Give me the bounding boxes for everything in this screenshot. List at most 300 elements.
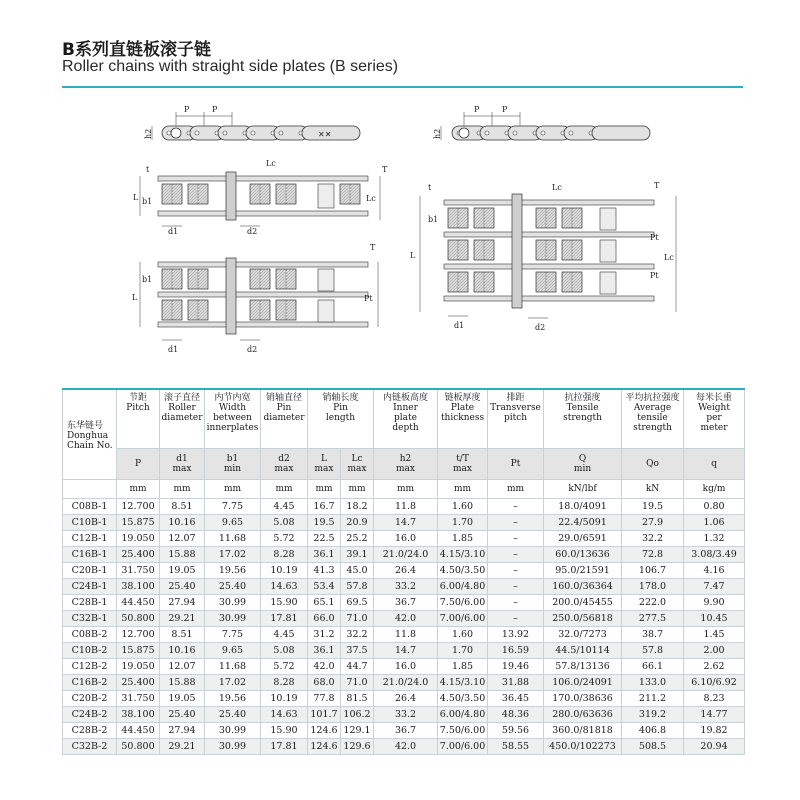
table-row bbox=[63, 691, 745, 707]
table-cell: 22.4/5091 bbox=[544, 515, 622, 531]
table-cell: 37.5 bbox=[341, 643, 374, 659]
label-pt: Pt bbox=[650, 271, 659, 280]
table-cell: 27.94 bbox=[160, 723, 205, 739]
table-cell: 57.8 bbox=[341, 579, 374, 595]
chain-no-cell: C10B-2 bbox=[63, 643, 117, 659]
table-cell: 21.0/24.0 bbox=[374, 547, 438, 563]
table-cell: 25.400 bbox=[117, 547, 160, 563]
table-cell: 25.40 bbox=[160, 707, 205, 723]
table-cell: 39.1 bbox=[341, 547, 374, 563]
table-cell: 1.45 bbox=[684, 627, 745, 643]
table-cell: 25.2 bbox=[341, 531, 374, 547]
table-cell: 27.94 bbox=[160, 595, 205, 611]
table-cell: – bbox=[488, 531, 544, 547]
table-cell: 124.6 bbox=[308, 723, 341, 739]
table-cell: 36.7 bbox=[374, 595, 438, 611]
table-cell: 124.6 bbox=[308, 739, 341, 755]
top-view-simplex bbox=[133, 159, 388, 236]
table-cell: 1.06 bbox=[684, 515, 745, 531]
table-cell: 36.1 bbox=[308, 643, 341, 659]
chain-no-cell: C28B-1 bbox=[63, 595, 117, 611]
header-tensile-strength: 抗拉强度 Tensile strength bbox=[544, 389, 622, 449]
chain-no-cell: C20B-1 bbox=[63, 563, 117, 579]
table-cell: 20.94 bbox=[684, 739, 745, 755]
label-t-upper: T bbox=[382, 165, 388, 174]
table-cell: 48.36 bbox=[488, 707, 544, 723]
table-cell: 222.0 bbox=[622, 595, 684, 611]
table-cell: – bbox=[488, 547, 544, 563]
table-row bbox=[63, 515, 745, 531]
table-cell: 106.0/24091 bbox=[544, 675, 622, 691]
table-cell: 32.2 bbox=[622, 531, 684, 547]
chain-no-cell: C28B-2 bbox=[63, 723, 117, 739]
table-cell: 19.05 bbox=[160, 563, 205, 579]
table-cell: 38.7 bbox=[622, 627, 684, 643]
side-view-multiplex bbox=[433, 105, 650, 140]
table-cell: 16.59 bbox=[488, 643, 544, 659]
table-cell: 44.7 bbox=[341, 659, 374, 675]
label-d1: d1 bbox=[454, 321, 465, 330]
table-cell: 11.8 bbox=[374, 627, 438, 643]
table-cell: 277.5 bbox=[622, 611, 684, 627]
table-cell: 170.0/38636 bbox=[544, 691, 622, 707]
table-cell: 15.875 bbox=[117, 515, 160, 531]
table-cell: 8.28 bbox=[261, 547, 308, 563]
table-cell: 450.0/102273 bbox=[544, 739, 622, 755]
symbol-d2: d2 max bbox=[261, 449, 308, 480]
unit-cell: mm bbox=[488, 480, 544, 499]
label-l: L bbox=[410, 251, 416, 260]
table-row bbox=[63, 595, 745, 611]
table-cell: – bbox=[488, 563, 544, 579]
table-row bbox=[63, 739, 745, 755]
table-cell: 7.50/6.00 bbox=[438, 595, 488, 611]
label-t: t bbox=[146, 165, 150, 174]
table-cell: 72.8 bbox=[622, 547, 684, 563]
label-b1: b1 bbox=[142, 197, 153, 206]
label-p: P bbox=[212, 105, 218, 114]
label-pt: Pt bbox=[650, 233, 659, 242]
table-cell: 20.9 bbox=[341, 515, 374, 531]
label-p: P bbox=[502, 105, 508, 114]
table-cell: 30.99 bbox=[205, 595, 261, 611]
table-cell: 6.00/4.80 bbox=[438, 579, 488, 595]
label-t: t bbox=[428, 183, 432, 192]
table-cell: 10.19 bbox=[261, 691, 308, 707]
table-cell: 21.0/24.0 bbox=[374, 675, 438, 691]
table-cell: 17.02 bbox=[205, 547, 261, 563]
table-cell: 25.40 bbox=[205, 579, 261, 595]
table-cell: 16.0 bbox=[374, 659, 438, 675]
table-cell: 27.9 bbox=[622, 515, 684, 531]
header-label-row bbox=[63, 389, 745, 449]
table-cell: 101.7 bbox=[308, 707, 341, 723]
table-cell: 10.16 bbox=[160, 515, 205, 531]
table-cell: 2.00 bbox=[684, 643, 745, 659]
table-cell: 19.46 bbox=[488, 659, 544, 675]
table-cell: 42.0 bbox=[308, 659, 341, 675]
label-p: P bbox=[474, 105, 480, 114]
table-cell: 14.77 bbox=[684, 707, 745, 723]
symbol-h2: h2 max bbox=[374, 449, 438, 480]
table-cell: 11.8 bbox=[374, 499, 438, 515]
chain-no-cell: C12B-1 bbox=[63, 531, 117, 547]
table-cell: 41.3 bbox=[308, 563, 341, 579]
label-lc: Lc bbox=[366, 194, 376, 203]
header-pitch: 节距 Pitch bbox=[117, 389, 160, 449]
table-cell: 19.050 bbox=[117, 659, 160, 675]
label-lc: Lc bbox=[552, 183, 562, 192]
table-cell: 7.75 bbox=[205, 627, 261, 643]
chain-no-cell: C24B-2 bbox=[63, 707, 117, 723]
chain-no-cell: C10B-1 bbox=[63, 515, 117, 531]
table-cell: 36.45 bbox=[488, 691, 544, 707]
chain-no-cell: C32B-2 bbox=[63, 739, 117, 755]
table-cell: 16.7 bbox=[308, 499, 341, 515]
table-cell: 95.0/21591 bbox=[544, 563, 622, 579]
table-cell: 200.0/45455 bbox=[544, 595, 622, 611]
table-cell: 26.4 bbox=[374, 691, 438, 707]
page-title-en: Roller chains with straight side plates (B series) bbox=[62, 58, 399, 75]
table-row bbox=[63, 611, 745, 627]
table-cell: 25.400 bbox=[117, 675, 160, 691]
table-cell: 17.81 bbox=[261, 739, 308, 755]
table-row bbox=[63, 643, 745, 659]
table-row bbox=[63, 579, 745, 595]
table-cell: 44.450 bbox=[117, 595, 160, 611]
table-cell: 14.7 bbox=[374, 643, 438, 659]
label-h2: h2 bbox=[144, 128, 153, 139]
table-cell: 18.2 bbox=[341, 499, 374, 515]
table-cell: 1.60 bbox=[438, 499, 488, 515]
table-cell: 45.0 bbox=[341, 563, 374, 579]
table-cell: 5.08 bbox=[261, 643, 308, 659]
top-view-triplex bbox=[410, 181, 676, 332]
label-l: L bbox=[132, 293, 138, 302]
table-cell: 8.28 bbox=[261, 675, 308, 691]
table-cell: 19.05 bbox=[160, 691, 205, 707]
unit-cell: mm bbox=[308, 480, 341, 499]
table-cell: 4.15/3.10 bbox=[438, 675, 488, 691]
table-cell: 14.63 bbox=[261, 579, 308, 595]
table-cell: 9.65 bbox=[205, 515, 261, 531]
table-cell: 31.750 bbox=[117, 691, 160, 707]
table-cell: 8.51 bbox=[160, 499, 205, 515]
chain-no-cell: C08B-1 bbox=[63, 499, 117, 515]
table-cell: 211.2 bbox=[622, 691, 684, 707]
table-cell: 44.450 bbox=[117, 723, 160, 739]
table-row bbox=[63, 723, 745, 739]
label-d1: d1 bbox=[168, 345, 179, 354]
table-cell: 68.0 bbox=[308, 675, 341, 691]
table-cell: 7.50/6.00 bbox=[438, 723, 488, 739]
table-row bbox=[63, 531, 745, 547]
table-cell: 66.0 bbox=[308, 611, 341, 627]
label-lc: Lc bbox=[664, 253, 674, 262]
table-cell: 133.0 bbox=[622, 675, 684, 691]
symbol-pt: Pt bbox=[488, 449, 544, 480]
table-cell: 319.2 bbox=[622, 707, 684, 723]
table-cell: 33.2 bbox=[374, 707, 438, 723]
label-l: L bbox=[133, 193, 139, 202]
table-cell: 5.72 bbox=[261, 659, 308, 675]
symbol-t: t/T max bbox=[438, 449, 488, 480]
table-row bbox=[63, 675, 745, 691]
table-cell: 12.700 bbox=[117, 499, 160, 515]
table-cell: 4.45 bbox=[261, 627, 308, 643]
table-cell: 50.800 bbox=[117, 611, 160, 627]
table-cell: 31.88 bbox=[488, 675, 544, 691]
table-cell: – bbox=[488, 499, 544, 515]
header-unit-row bbox=[63, 480, 745, 499]
table-cell: 31.2 bbox=[308, 627, 341, 643]
header-roller-diameter: 滚子直径 Roller diameter bbox=[160, 389, 205, 449]
table-row bbox=[63, 659, 745, 675]
table-cell: 17.02 bbox=[205, 675, 261, 691]
label-b1: b1 bbox=[142, 275, 153, 284]
table-cell: 12.07 bbox=[160, 531, 205, 547]
table-row bbox=[63, 499, 745, 515]
table-cell: 69.5 bbox=[341, 595, 374, 611]
table-cell: 9.90 bbox=[684, 595, 745, 611]
table-cell: 406.8 bbox=[622, 723, 684, 739]
unit-cell: mm bbox=[205, 480, 261, 499]
table-cell: 29.0/6591 bbox=[544, 531, 622, 547]
table-cell: 26.4 bbox=[374, 563, 438, 579]
header-pin-length: 销轴长度 Pin length bbox=[308, 389, 374, 449]
chain-no-cell: C12B-2 bbox=[63, 659, 117, 675]
label-t-upper: T bbox=[654, 181, 660, 190]
chain-no-cell: C16B-2 bbox=[63, 675, 117, 691]
symbol-p: P bbox=[117, 449, 160, 480]
table-cell: 2.62 bbox=[684, 659, 745, 675]
label-d2: d2 bbox=[247, 227, 258, 236]
table-cell: 4.50/3.50 bbox=[438, 563, 488, 579]
table-cell: 10.45 bbox=[684, 611, 745, 627]
table-cell: 59.56 bbox=[488, 723, 544, 739]
table-cell: 65.1 bbox=[308, 595, 341, 611]
side-view-simplex bbox=[144, 105, 360, 140]
table-cell: 8.51 bbox=[160, 627, 205, 643]
unit-cell: mm bbox=[374, 480, 438, 499]
table-cell: 32.2 bbox=[341, 627, 374, 643]
table-cell: 160.0/36364 bbox=[544, 579, 622, 595]
symbol-qo: Qo bbox=[622, 449, 684, 480]
table-cell: 17.81 bbox=[261, 611, 308, 627]
table-row bbox=[63, 627, 745, 643]
table-cell: 19.82 bbox=[684, 723, 745, 739]
table-cell: 19.56 bbox=[205, 691, 261, 707]
table-cell: – bbox=[488, 515, 544, 531]
table-cell: 16.0 bbox=[374, 531, 438, 547]
table-cell: 14.63 bbox=[261, 707, 308, 723]
table-cell: 19.5 bbox=[308, 515, 341, 531]
table-cell: 18.0/4091 bbox=[544, 499, 622, 515]
table-cell: 81.5 bbox=[341, 691, 374, 707]
chain-drawings bbox=[0, 0, 800, 380]
table-cell: 60.0/13636 bbox=[544, 547, 622, 563]
label-d2: d2 bbox=[535, 323, 546, 332]
table-cell: 7.00/6.00 bbox=[438, 739, 488, 755]
table-cell: 360.0/81818 bbox=[544, 723, 622, 739]
table-row bbox=[63, 563, 745, 579]
table-cell: – bbox=[488, 595, 544, 611]
table-cell: 29.21 bbox=[160, 739, 205, 755]
label-h2: h2 bbox=[433, 128, 442, 139]
table-cell: 22.5 bbox=[308, 531, 341, 547]
table-cell: 1.70 bbox=[438, 643, 488, 659]
table-cell: 11.68 bbox=[205, 531, 261, 547]
spec-table bbox=[62, 388, 745, 755]
table-cell: 8.23 bbox=[684, 691, 745, 707]
table-cell: 129.6 bbox=[341, 739, 374, 755]
unit-cell: mm bbox=[117, 480, 160, 499]
table-cell: 15.88 bbox=[160, 675, 205, 691]
table-cell: 44.5/10114 bbox=[544, 643, 622, 659]
table-cell: 7.47 bbox=[684, 579, 745, 595]
table-cell: 19.5 bbox=[622, 499, 684, 515]
table-cell: 4.16 bbox=[684, 563, 745, 579]
table-cell: 36.1 bbox=[308, 547, 341, 563]
table-cell: 30.99 bbox=[205, 611, 261, 627]
table-cell: 12.07 bbox=[160, 659, 205, 675]
table-cell: – bbox=[488, 611, 544, 627]
table-cell: 1.85 bbox=[438, 531, 488, 547]
unit-cell: mm bbox=[261, 480, 308, 499]
label-p: P bbox=[184, 105, 190, 114]
unit-cell: mm bbox=[438, 480, 488, 499]
table-cell: 58.55 bbox=[488, 739, 544, 755]
table-cell: 66.1 bbox=[622, 659, 684, 675]
table-cell: 4.15/3.10 bbox=[438, 547, 488, 563]
label-lc: Lc bbox=[266, 159, 276, 168]
unit-cell: mm bbox=[160, 480, 205, 499]
table-cell: 38.100 bbox=[117, 707, 160, 723]
table-cell: 13.92 bbox=[488, 627, 544, 643]
unit-cell: kN/lbf bbox=[544, 480, 622, 499]
header-weight: 每米长重 Weight per meter bbox=[684, 389, 745, 449]
table-cell: 280.0/63636 bbox=[544, 707, 622, 723]
table-cell: 19.050 bbox=[117, 531, 160, 547]
table-cell: 0.80 bbox=[684, 499, 745, 515]
chain-no-cell: C16B-1 bbox=[63, 547, 117, 563]
symbol-weight: q bbox=[684, 449, 745, 480]
table-cell: 31.750 bbox=[117, 563, 160, 579]
label-d1: d1 bbox=[168, 227, 179, 236]
header-inner-width: 内节内宽 Width between innerplates bbox=[205, 389, 261, 449]
table-cell: 1.32 bbox=[684, 531, 745, 547]
table-cell: 4.45 bbox=[261, 499, 308, 515]
table-cell: 1.60 bbox=[438, 627, 488, 643]
table-cell: 30.99 bbox=[205, 739, 261, 755]
table-cell: 71.0 bbox=[341, 611, 374, 627]
table-cell: 38.100 bbox=[117, 579, 160, 595]
table-row bbox=[63, 547, 745, 563]
table-cell: 10.19 bbox=[261, 563, 308, 579]
table-cell: 1.85 bbox=[438, 659, 488, 675]
table-cell: 42.0 bbox=[374, 739, 438, 755]
table-cell: – bbox=[488, 579, 544, 595]
chain-no-cell: C08B-2 bbox=[63, 627, 117, 643]
table-cell: 106.7 bbox=[622, 563, 684, 579]
label-t-upper: T bbox=[370, 243, 376, 252]
table-cell: 106.2 bbox=[341, 707, 374, 723]
header-inner-plate-depth: 内链板高度 Inner plate depth bbox=[374, 389, 438, 449]
table-cell: 129.1 bbox=[341, 723, 374, 739]
header-average-tensile: 平均抗拉强度 Average tensile strength bbox=[622, 389, 684, 449]
table-cell: 250.0/56818 bbox=[544, 611, 622, 627]
header-plate-thickness: 链板厚度 Plate thickness bbox=[438, 389, 488, 449]
table-cell: 7.00/6.00 bbox=[438, 611, 488, 627]
table-row bbox=[63, 707, 745, 723]
table-cell: 5.08 bbox=[261, 515, 308, 531]
table-cell: 6.00/4.80 bbox=[438, 707, 488, 723]
symbol-d1: d1 max bbox=[160, 449, 205, 480]
svg-text:✕✕: ✕✕ bbox=[318, 130, 332, 139]
table-cell: 33.2 bbox=[374, 579, 438, 595]
table-cell: 10.16 bbox=[160, 643, 205, 659]
label-pt: Pt bbox=[364, 294, 373, 303]
table-cell: 14.7 bbox=[374, 515, 438, 531]
spec-table-body bbox=[63, 499, 745, 755]
unit-cell: kN bbox=[622, 480, 684, 499]
table-cell: 77.8 bbox=[308, 691, 341, 707]
label-d2: d2 bbox=[247, 345, 258, 354]
header-transverse-pitch: 排距 Transverse pitch bbox=[488, 389, 544, 449]
table-cell: 30.99 bbox=[205, 723, 261, 739]
table-cell: 508.5 bbox=[622, 739, 684, 755]
table-cell: 178.0 bbox=[622, 579, 684, 595]
table-cell: 15.88 bbox=[160, 547, 205, 563]
table-cell: 15.90 bbox=[261, 595, 308, 611]
page-title-cn: B系列直链板滚子链 bbox=[62, 40, 211, 60]
table-cell: 15.875 bbox=[117, 643, 160, 659]
table-cell: 50.800 bbox=[117, 739, 160, 755]
table-cell: 11.68 bbox=[205, 659, 261, 675]
symbol-b1: b1 min bbox=[205, 449, 261, 480]
table-cell: 71.0 bbox=[341, 675, 374, 691]
symbol-lc: Lc max bbox=[341, 449, 374, 480]
table-cell: 36.7 bbox=[374, 723, 438, 739]
table-cell: 6.10/6.92 bbox=[684, 675, 745, 691]
table-cell: 32.0/7273 bbox=[544, 627, 622, 643]
table-cell: 12.700 bbox=[117, 627, 160, 643]
chain-no-cell: C20B-2 bbox=[63, 691, 117, 707]
table-cell: 7.75 bbox=[205, 499, 261, 515]
top-view-duplex bbox=[132, 243, 378, 354]
table-cell: 1.70 bbox=[438, 515, 488, 531]
table-cell: 15.90 bbox=[261, 723, 308, 739]
symbol-q: Q min bbox=[544, 449, 622, 480]
unit-cell: mm bbox=[341, 480, 374, 499]
label-b1: b1 bbox=[428, 215, 439, 224]
table-cell: 57.8/13136 bbox=[544, 659, 622, 675]
header-pin-diameter: 销轴直径 Pin diameter bbox=[261, 389, 308, 449]
table-cell: 29.21 bbox=[160, 611, 205, 627]
symbol-l: L max bbox=[308, 449, 341, 480]
table-cell: 53.4 bbox=[308, 579, 341, 595]
unit-cell: kg/m bbox=[684, 480, 745, 499]
chain-no-cell: C32B-1 bbox=[63, 611, 117, 627]
table-cell: 4.50/3.50 bbox=[438, 691, 488, 707]
table-cell: 57.8 bbox=[622, 643, 684, 659]
table-cell: 3.08/3.49 bbox=[684, 547, 745, 563]
table-cell: 25.40 bbox=[205, 707, 261, 723]
table-cell: 25.40 bbox=[160, 579, 205, 595]
header-chain-no: 东华链号 Donghua Chain No. bbox=[63, 389, 117, 480]
table-cell: 9.65 bbox=[205, 643, 261, 659]
table-cell: 42.0 bbox=[374, 611, 438, 627]
